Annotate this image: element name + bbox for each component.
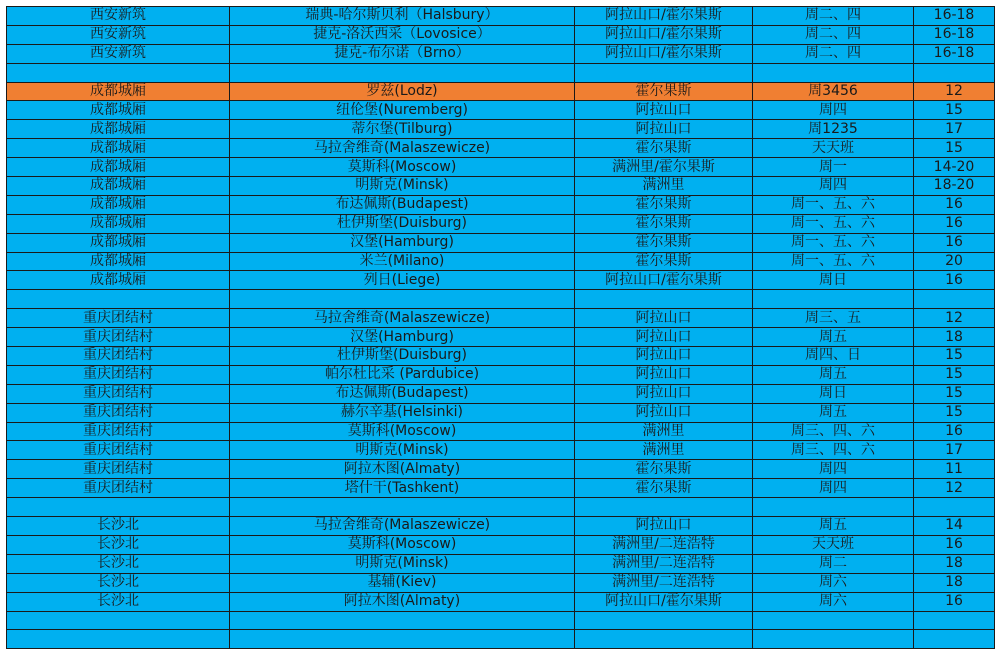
destination-cell[interactable]: 捷克-布尔诺（Brno）: [230, 44, 575, 63]
schedule-cell[interactable]: 周二、四: [753, 44, 914, 63]
schedule-cell[interactable]: 周3456: [753, 82, 914, 101]
destination-cell[interactable]: 帕尔杜比采 (Pardubice): [230, 365, 575, 384]
transit-days-cell[interactable]: 18: [914, 573, 995, 592]
border-port-cell[interactable]: 阿拉山口: [575, 101, 753, 120]
border-port-cell[interactable]: 霍尔果斯: [575, 252, 753, 271]
destination-cell[interactable]: 列日(Liege): [230, 271, 575, 290]
schedule-cell[interactable]: 周二、四: [753, 7, 914, 26]
table-row: [7, 101, 995, 120]
schedule-cell[interactable]: [753, 290, 914, 309]
destination-cell[interactable]: 布达佩斯(Budapest): [230, 384, 575, 403]
table-row: [7, 611, 995, 630]
origin-cell[interactable]: 成都城厢: [7, 101, 230, 120]
transit-days-cell[interactable]: [914, 63, 995, 82]
destination-cell[interactable]: 瑞典-哈尔斯贝利（Halsbury）: [230, 7, 575, 26]
border-port-cell[interactable]: 霍尔果斯: [575, 195, 753, 214]
destination-cell[interactable]: 阿拉木图(Almaty): [230, 460, 575, 479]
origin-cell[interactable]: [7, 630, 230, 649]
table-row: [7, 592, 995, 611]
origin-cell[interactable]: 西安新筑: [7, 7, 230, 26]
schedule-cell[interactable]: 周一、五、六: [753, 252, 914, 271]
schedule-cell[interactable]: 周五: [753, 328, 914, 347]
table-row: [7, 384, 995, 403]
transit-days-cell[interactable]: 15: [914, 347, 995, 366]
schedule-cell[interactable]: 周四: [753, 177, 914, 196]
transit-days-cell[interactable]: 16-18: [914, 25, 995, 44]
schedule-cell[interactable]: 周四: [753, 460, 914, 479]
table-row: [7, 460, 995, 479]
schedule-cell[interactable]: 周日: [753, 271, 914, 290]
schedule-cell[interactable]: 周一、五、六: [753, 195, 914, 214]
origin-cell[interactable]: 长沙北: [7, 535, 230, 554]
transit-days-cell[interactable]: 16: [914, 422, 995, 441]
origin-cell[interactable]: 长沙北: [7, 517, 230, 536]
schedule-table: [6, 6, 995, 649]
origin-cell[interactable]: 成都城厢: [7, 233, 230, 252]
border-port-cell[interactable]: 满洲里: [575, 177, 753, 196]
schedule-cell[interactable]: [753, 498, 914, 517]
origin-cell[interactable]: 成都城厢: [7, 271, 230, 290]
schedule-cell[interactable]: 周1235: [753, 120, 914, 139]
origin-cell[interactable]: 重庆团结村: [7, 328, 230, 347]
border-port-cell[interactable]: [575, 611, 753, 630]
border-port-cell[interactable]: 阿拉山口/霍尔果斯: [575, 7, 753, 26]
border-port-cell[interactable]: [575, 290, 753, 309]
origin-cell[interactable]: 重庆团结村: [7, 309, 230, 328]
schedule-cell[interactable]: 周六: [753, 573, 914, 592]
destination-cell[interactable]: 赫尔辛基(Helsinki): [230, 403, 575, 422]
table-row: [7, 365, 995, 384]
transit-days-cell[interactable]: 15: [914, 139, 995, 158]
border-port-cell[interactable]: 阿拉山口/霍尔果斯: [575, 25, 753, 44]
schedule-cell[interactable]: 周日: [753, 384, 914, 403]
destination-cell[interactable]: 明斯克(Minsk): [230, 441, 575, 460]
table-row: [7, 290, 995, 309]
schedule-cell[interactable]: [753, 63, 914, 82]
schedule-cell[interactable]: 周二: [753, 554, 914, 573]
table-row: [7, 25, 995, 44]
transit-days-cell[interactable]: [914, 611, 995, 630]
destination-cell[interactable]: 米兰(Milano): [230, 252, 575, 271]
table-row: [7, 139, 995, 158]
transit-days-cell[interactable]: 16-18: [914, 44, 995, 63]
destination-cell[interactable]: 基辅(Kiev): [230, 573, 575, 592]
destination-cell[interactable]: 莫斯科(Moscow): [230, 158, 575, 177]
schedule-cell[interactable]: 天天班: [753, 535, 914, 554]
table-row: [7, 517, 995, 536]
border-port-cell[interactable]: 满洲里/二连浩特: [575, 573, 753, 592]
schedule-cell[interactable]: 周二、四: [753, 25, 914, 44]
origin-cell[interactable]: 成都城厢: [7, 139, 230, 158]
border-port-cell[interactable]: 满洲里: [575, 422, 753, 441]
table-row: [7, 498, 995, 517]
destination-cell[interactable]: 汉堡(Hamburg): [230, 233, 575, 252]
border-port-cell[interactable]: 阿拉山口: [575, 120, 753, 139]
origin-cell[interactable]: 重庆团结村: [7, 365, 230, 384]
border-port-cell[interactable]: 阿拉山口: [575, 328, 753, 347]
table-row: [7, 328, 995, 347]
table-row: [7, 158, 995, 177]
schedule-cell[interactable]: 周六: [753, 592, 914, 611]
border-port-cell[interactable]: 满洲里: [575, 441, 753, 460]
transit-days-cell[interactable]: 16: [914, 214, 995, 233]
transit-days-cell[interactable]: 12: [914, 309, 995, 328]
transit-days-cell[interactable]: [914, 498, 995, 517]
table-row: [7, 309, 995, 328]
destination-cell[interactable]: [230, 290, 575, 309]
origin-cell[interactable]: 长沙北: [7, 554, 230, 573]
transit-days-cell[interactable]: 16: [914, 233, 995, 252]
border-port-cell[interactable]: [575, 63, 753, 82]
origin-cell[interactable]: 成都城厢: [7, 158, 230, 177]
schedule-cell[interactable]: 天天班: [753, 139, 914, 158]
transit-days-cell[interactable]: 11: [914, 460, 995, 479]
origin-cell[interactable]: 长沙北: [7, 592, 230, 611]
border-port-cell[interactable]: 满洲里/二连浩特: [575, 535, 753, 554]
origin-cell[interactable]: [7, 290, 230, 309]
table-row: [7, 82, 995, 101]
origin-cell[interactable]: [7, 611, 230, 630]
origin-cell[interactable]: 成都城厢: [7, 177, 230, 196]
table-row: [7, 573, 995, 592]
origin-cell[interactable]: 重庆团结村: [7, 460, 230, 479]
transit-days-cell[interactable]: [914, 630, 995, 649]
destination-cell[interactable]: [230, 611, 575, 630]
transit-days-cell[interactable]: 18: [914, 328, 995, 347]
destination-cell[interactable]: [230, 63, 575, 82]
destination-cell[interactable]: 罗兹(Lodz): [230, 82, 575, 101]
destination-cell[interactable]: 杜伊斯堡(Duisburg): [230, 214, 575, 233]
table-body: [7, 7, 995, 649]
border-port-cell[interactable]: [575, 630, 753, 649]
schedule-cell[interactable]: 周一、五、六: [753, 214, 914, 233]
table-row: [7, 347, 995, 366]
destination-cell[interactable]: 汉堡(Hamburg): [230, 328, 575, 347]
origin-cell[interactable]: 重庆团结村: [7, 403, 230, 422]
destination-cell[interactable]: 明斯克(Minsk): [230, 177, 575, 196]
border-port-cell[interactable]: 满洲里/二连浩特: [575, 554, 753, 573]
table-row: [7, 441, 995, 460]
origin-cell[interactable]: 重庆团结村: [7, 347, 230, 366]
table-row: [7, 120, 995, 139]
border-port-cell[interactable]: 霍尔果斯: [575, 479, 753, 498]
origin-cell[interactable]: [7, 498, 230, 517]
destination-cell[interactable]: 杜伊斯堡(Duisburg): [230, 347, 575, 366]
table-row: [7, 554, 995, 573]
origin-cell[interactable]: 重庆团结村: [7, 441, 230, 460]
table-row: [7, 630, 995, 649]
border-port-cell[interactable]: 霍尔果斯: [575, 214, 753, 233]
schedule-cell[interactable]: 周四: [753, 479, 914, 498]
transit-days-cell[interactable]: 20: [914, 252, 995, 271]
border-port-cell[interactable]: 阿拉山口/霍尔果斯: [575, 44, 753, 63]
schedule-cell[interactable]: 周四、日: [753, 347, 914, 366]
origin-cell[interactable]: 重庆团结村: [7, 422, 230, 441]
destination-cell[interactable]: 阿拉木图(Almaty): [230, 592, 575, 611]
transit-days-cell[interactable]: 18-20: [914, 177, 995, 196]
origin-cell[interactable]: [7, 63, 230, 82]
transit-days-cell[interactable]: 15: [914, 403, 995, 422]
origin-cell[interactable]: 西安新筑: [7, 25, 230, 44]
border-port-cell[interactable]: 阿拉山口: [575, 403, 753, 422]
schedule-cell[interactable]: 周一: [753, 158, 914, 177]
schedule-cell[interactable]: 周三、五: [753, 309, 914, 328]
table-row: [7, 195, 995, 214]
border-port-cell[interactable]: [575, 498, 753, 517]
table-row: [7, 44, 995, 63]
destination-cell[interactable]: 捷克-洛沃西采（Lovosice）: [230, 25, 575, 44]
schedule-cell[interactable]: 周三、四、六: [753, 422, 914, 441]
border-port-cell[interactable]: 霍尔果斯: [575, 139, 753, 158]
destination-cell[interactable]: 塔什干(Tashkent): [230, 479, 575, 498]
table-row: [7, 7, 995, 26]
border-port-cell[interactable]: 满洲里/霍尔果斯: [575, 158, 753, 177]
table-row: [7, 177, 995, 196]
transit-days-cell[interactable]: 14: [914, 517, 995, 536]
destination-cell[interactable]: 布达佩斯(Budapest): [230, 195, 575, 214]
destination-cell[interactable]: 纽伦堡(Nuremberg): [230, 101, 575, 120]
table-row: [7, 233, 995, 252]
destination-cell[interactable]: 马拉舍维奇(Malaszewicze): [230, 309, 575, 328]
schedule-cell[interactable]: 周四: [753, 101, 914, 120]
destination-cell[interactable]: 莫斯科(Moscow): [230, 535, 575, 554]
destination-cell[interactable]: 蒂尔堡(Tilburg): [230, 120, 575, 139]
transit-days-cell[interactable]: 15: [914, 384, 995, 403]
transit-days-cell[interactable]: [914, 290, 995, 309]
origin-cell[interactable]: 重庆团结村: [7, 384, 230, 403]
origin-cell[interactable]: 成都城厢: [7, 195, 230, 214]
schedule-cell[interactable]: 周三、四、六: [753, 441, 914, 460]
transit-days-cell[interactable]: 18: [914, 554, 995, 573]
schedule-cell[interactable]: 周一、五、六: [753, 233, 914, 252]
destination-cell[interactable]: 马拉舍维奇(Malaszewicze): [230, 517, 575, 536]
border-port-cell[interactable]: 霍尔果斯: [575, 82, 753, 101]
destination-cell[interactable]: [230, 498, 575, 517]
table-row: [7, 252, 995, 271]
destination-cell[interactable]: [230, 630, 575, 649]
transit-days-cell[interactable]: 17: [914, 441, 995, 460]
origin-cell[interactable]: 成都城厢: [7, 120, 230, 139]
origin-cell[interactable]: 重庆团结村: [7, 479, 230, 498]
border-port-cell[interactable]: 阿拉山口: [575, 517, 753, 536]
table-row: [7, 271, 995, 290]
table-row: [7, 535, 995, 554]
table-row: [7, 403, 995, 422]
transit-days-cell[interactable]: 12: [914, 82, 995, 101]
origin-cell[interactable]: 成都城厢: [7, 82, 230, 101]
origin-cell[interactable]: 成都城厢: [7, 252, 230, 271]
origin-cell[interactable]: 成都城厢: [7, 214, 230, 233]
schedule-cell[interactable]: 周五: [753, 517, 914, 536]
transit-days-cell[interactable]: 15: [914, 365, 995, 384]
table-row: [7, 422, 995, 441]
transit-days-cell[interactable]: 17: [914, 120, 995, 139]
destination-cell[interactable]: 莫斯科(Moscow): [230, 422, 575, 441]
transit-days-cell[interactable]: 16: [914, 535, 995, 554]
origin-cell[interactable]: 西安新筑: [7, 44, 230, 63]
transit-days-cell[interactable]: 16: [914, 271, 995, 290]
transit-days-cell[interactable]: 16: [914, 592, 995, 611]
table-row: [7, 479, 995, 498]
transit-days-cell[interactable]: 16-18: [914, 7, 995, 26]
border-port-cell[interactable]: 霍尔果斯: [575, 460, 753, 479]
table-row: [7, 214, 995, 233]
border-port-cell[interactable]: 阿拉山口: [575, 365, 753, 384]
border-port-cell[interactable]: 阿拉山口: [575, 384, 753, 403]
transit-days-cell[interactable]: 16: [914, 195, 995, 214]
origin-cell[interactable]: 长沙北: [7, 573, 230, 592]
transit-days-cell[interactable]: 14-20: [914, 158, 995, 177]
transit-days-cell[interactable]: 15: [914, 101, 995, 120]
border-port-cell[interactable]: 阿拉山口: [575, 347, 753, 366]
schedule-cell[interactable]: [753, 611, 914, 630]
border-port-cell[interactable]: 阿拉山口: [575, 309, 753, 328]
border-port-cell[interactable]: 霍尔果斯: [575, 233, 753, 252]
table-row: [7, 63, 995, 82]
schedule-cell[interactable]: [753, 630, 914, 649]
schedule-cell[interactable]: 周五: [753, 365, 914, 384]
schedule-cell[interactable]: 周五: [753, 403, 914, 422]
destination-cell[interactable]: 明斯克(Minsk): [230, 554, 575, 573]
border-port-cell[interactable]: 阿拉山口/霍尔果斯: [575, 271, 753, 290]
transit-days-cell[interactable]: 12: [914, 479, 995, 498]
destination-cell[interactable]: 马拉舍维奇(Malaszewicze): [230, 139, 575, 158]
border-port-cell[interactable]: 阿拉山口/霍尔果斯: [575, 592, 753, 611]
